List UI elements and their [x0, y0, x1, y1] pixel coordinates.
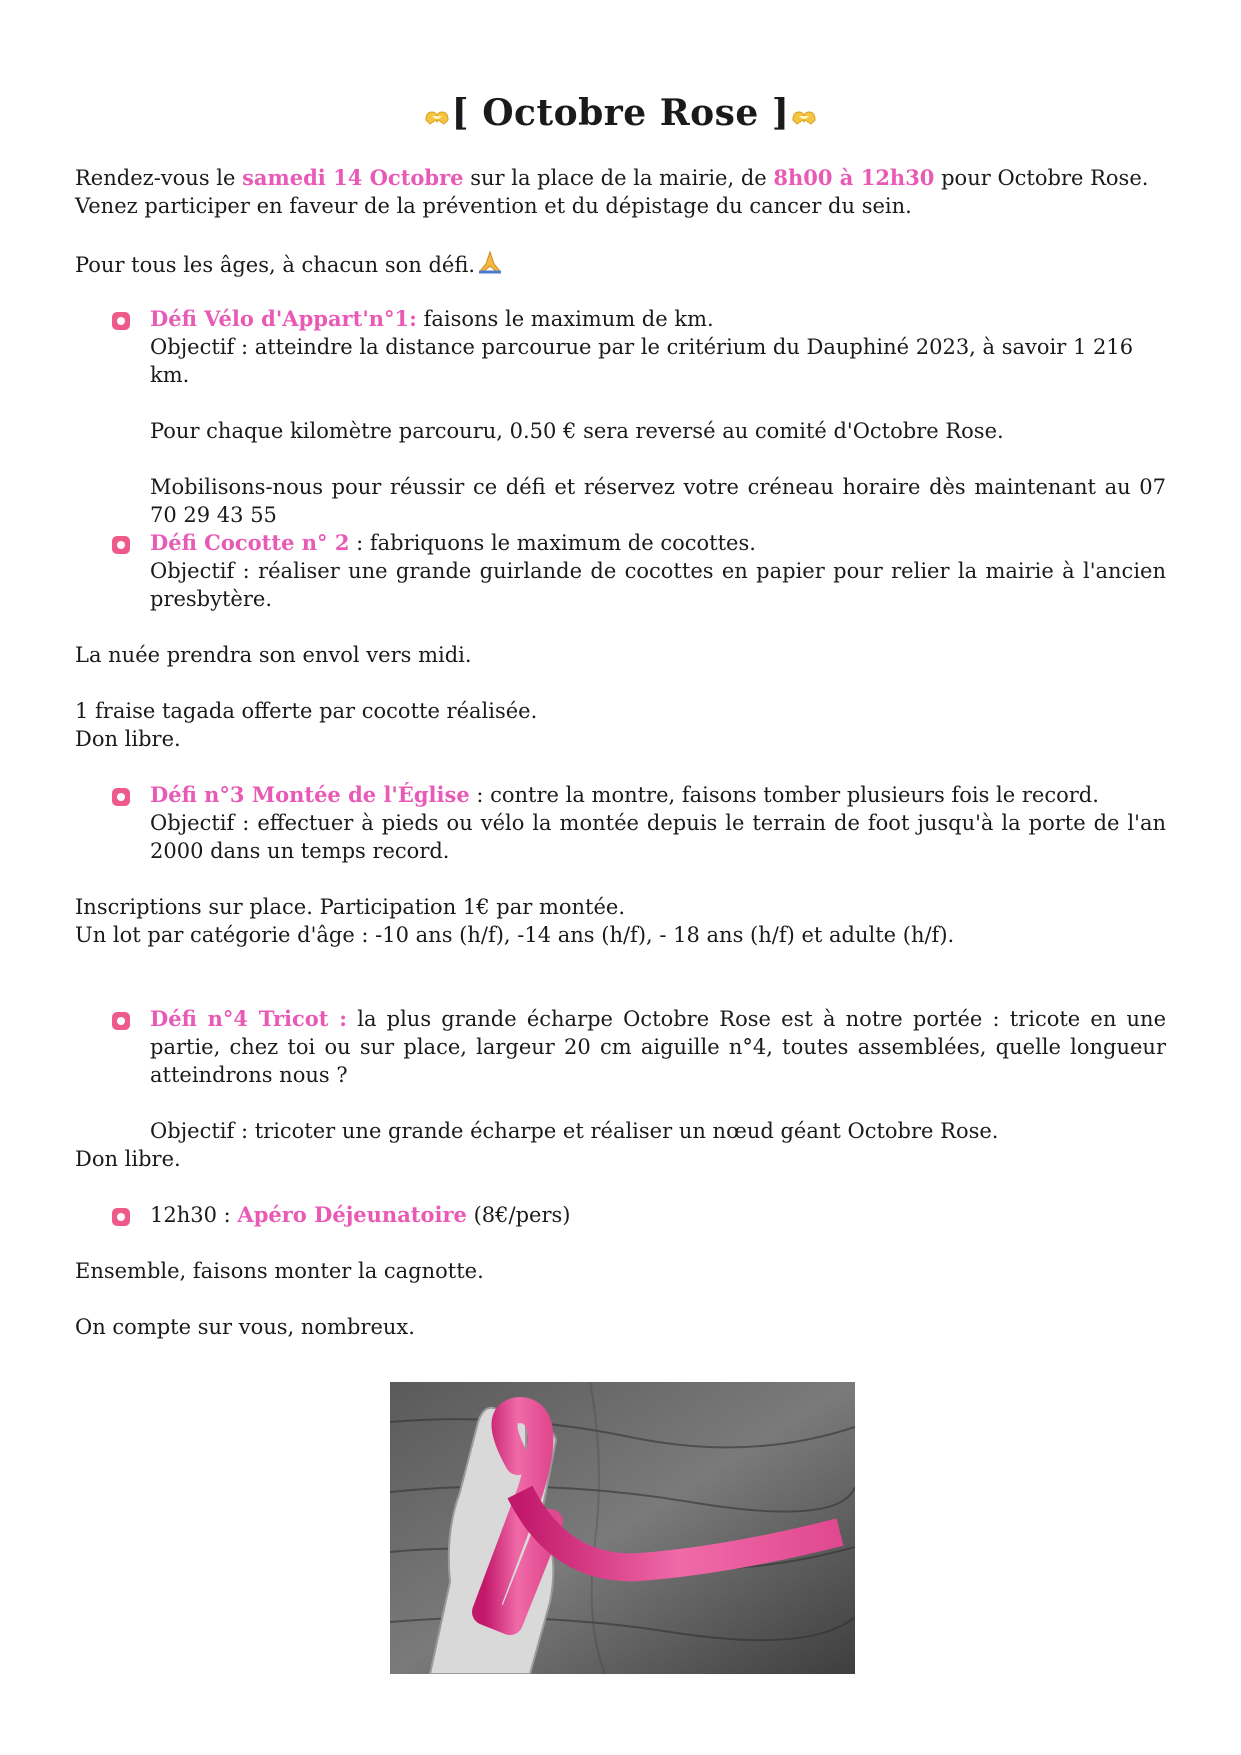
defi-2-title: Défi Cocotte n° 2 — [150, 530, 350, 555]
heart-hands-icon — [791, 95, 817, 137]
event-time: 8h00 à 12h30 — [773, 165, 935, 190]
defi-2-objective: Objectif : réaliser une grande guirlande de cocottes en papier pour relier la mairie à l'ancien presbytère. — [150, 559, 1166, 611]
bullet-icon — [111, 1010, 131, 1038]
intro-line-1: Rendez-vous le samedi 14 Octobre sur la place de la mairie, de 8h00 à 12h30 pour Octobre Rose. — [75, 165, 1149, 190]
defi-1-per-km: Pour chaque kilomètre parcouru, 0.50 € sera reversé au comité d'Octobre Rose. — [150, 419, 1004, 443]
bullet-icon — [111, 534, 131, 562]
bullet-icon — [111, 786, 131, 814]
heart-hands-icon — [424, 95, 450, 137]
defi-1-objective: Objectif : atteindre la distance parcourue par le critérium du Dauphiné 2023, à savoir 1 216 km. — [150, 335, 1134, 387]
intro-line-2: Venez participer en faveur de la prévention et du dépistage du cancer du sein. — [75, 194, 912, 218]
defi-3-title: Défi n°3 Montée de l'Église — [150, 782, 470, 807]
defi-3-heading: Défi n°3 Montée de l'Église : contre la montre, faisons tomber plusieurs fois le record. — [150, 782, 1099, 807]
defi-1-item — [111, 305, 1166, 529]
defi-4-objective: Objectif : tricoter une grande écharpe et réaliser un nœud géant Octobre Rose. — [150, 1119, 999, 1143]
lot-line: Un lot par catégorie d'âge : -10 ans (h/f), -14 ans (h/f), - 18 ans (h/f) et adulte (h/f). — [75, 923, 955, 947]
praying-hands-icon — [477, 250, 503, 281]
apero-title: Apéro Déjeunatoire — [237, 1202, 467, 1227]
don-libre-line: Don libre. — [75, 727, 181, 751]
defi-1-heading: Défi Vélo d'Appart'n°1: faisons le maximum de km. — [150, 306, 714, 331]
apero-item: 12h30 : Apéro Déjeunatoire (8€/pers) — [111, 1201, 1166, 1229]
defi-4-title: Défi n°4 Tricot : — [150, 1006, 348, 1031]
defi-3-item — [111, 781, 1166, 865]
closing-line: On compte sur vous, nombreux. — [75, 1315, 415, 1339]
inscriptions-line: Inscriptions sur place. Participation 1€ par montée. — [75, 895, 626, 919]
event-date: samedi 14 Octobre — [242, 165, 464, 190]
don-libre-line-2: Don libre. — [75, 1147, 181, 1171]
defi-2-heading: Défi Cocotte n° 2 : fabriquons le maximum de cocottes. — [150, 530, 756, 555]
defi-3-objective: Objectif : effectuer à pieds ou vélo la montée depuis le terrain de foot jusqu'à la porte de l'an 2000 dans un temps record. — [150, 811, 1166, 863]
page-title — [0, 92, 1241, 137]
bullet-icon — [111, 1206, 131, 1234]
defi-1-mobilize: Mobilisons-nous pour réussir ce défi et réservez votre créneau horaire dès maintenant au 07 70 29 43 55 — [150, 475, 1166, 527]
tagline: Pour tous les âges, à chacun son défi. — [75, 250, 503, 281]
defi-2-item — [111, 529, 1166, 613]
cloud-line: La nuée prendra son envol vers midi. — [75, 643, 472, 667]
title-text: [ Octobre Rose ] — [451, 92, 790, 134]
bullet-icon — [111, 310, 131, 338]
pink-ribbon-photo — [390, 1382, 855, 1674]
defi-1-title: Défi Vélo d'Appart'n°1: — [150, 306, 417, 331]
defi-4-heading: Défi n°4 Tricot : la plus grande écharpe Octobre Rose est à notre portée : tricote en une partie, chez toi ou sur place, largeur 20 cm aiguille n°4, toutes assemblées, quelle longueur atteindrons nous ? — [150, 1006, 1166, 1087]
defi-4-item — [111, 1005, 1166, 1145]
tagada-line: 1 fraise tagada offerte par cocotte réalisée. — [75, 699, 538, 723]
cagnotte-line: Ensemble, faisons monter la cagnotte. — [75, 1259, 484, 1283]
